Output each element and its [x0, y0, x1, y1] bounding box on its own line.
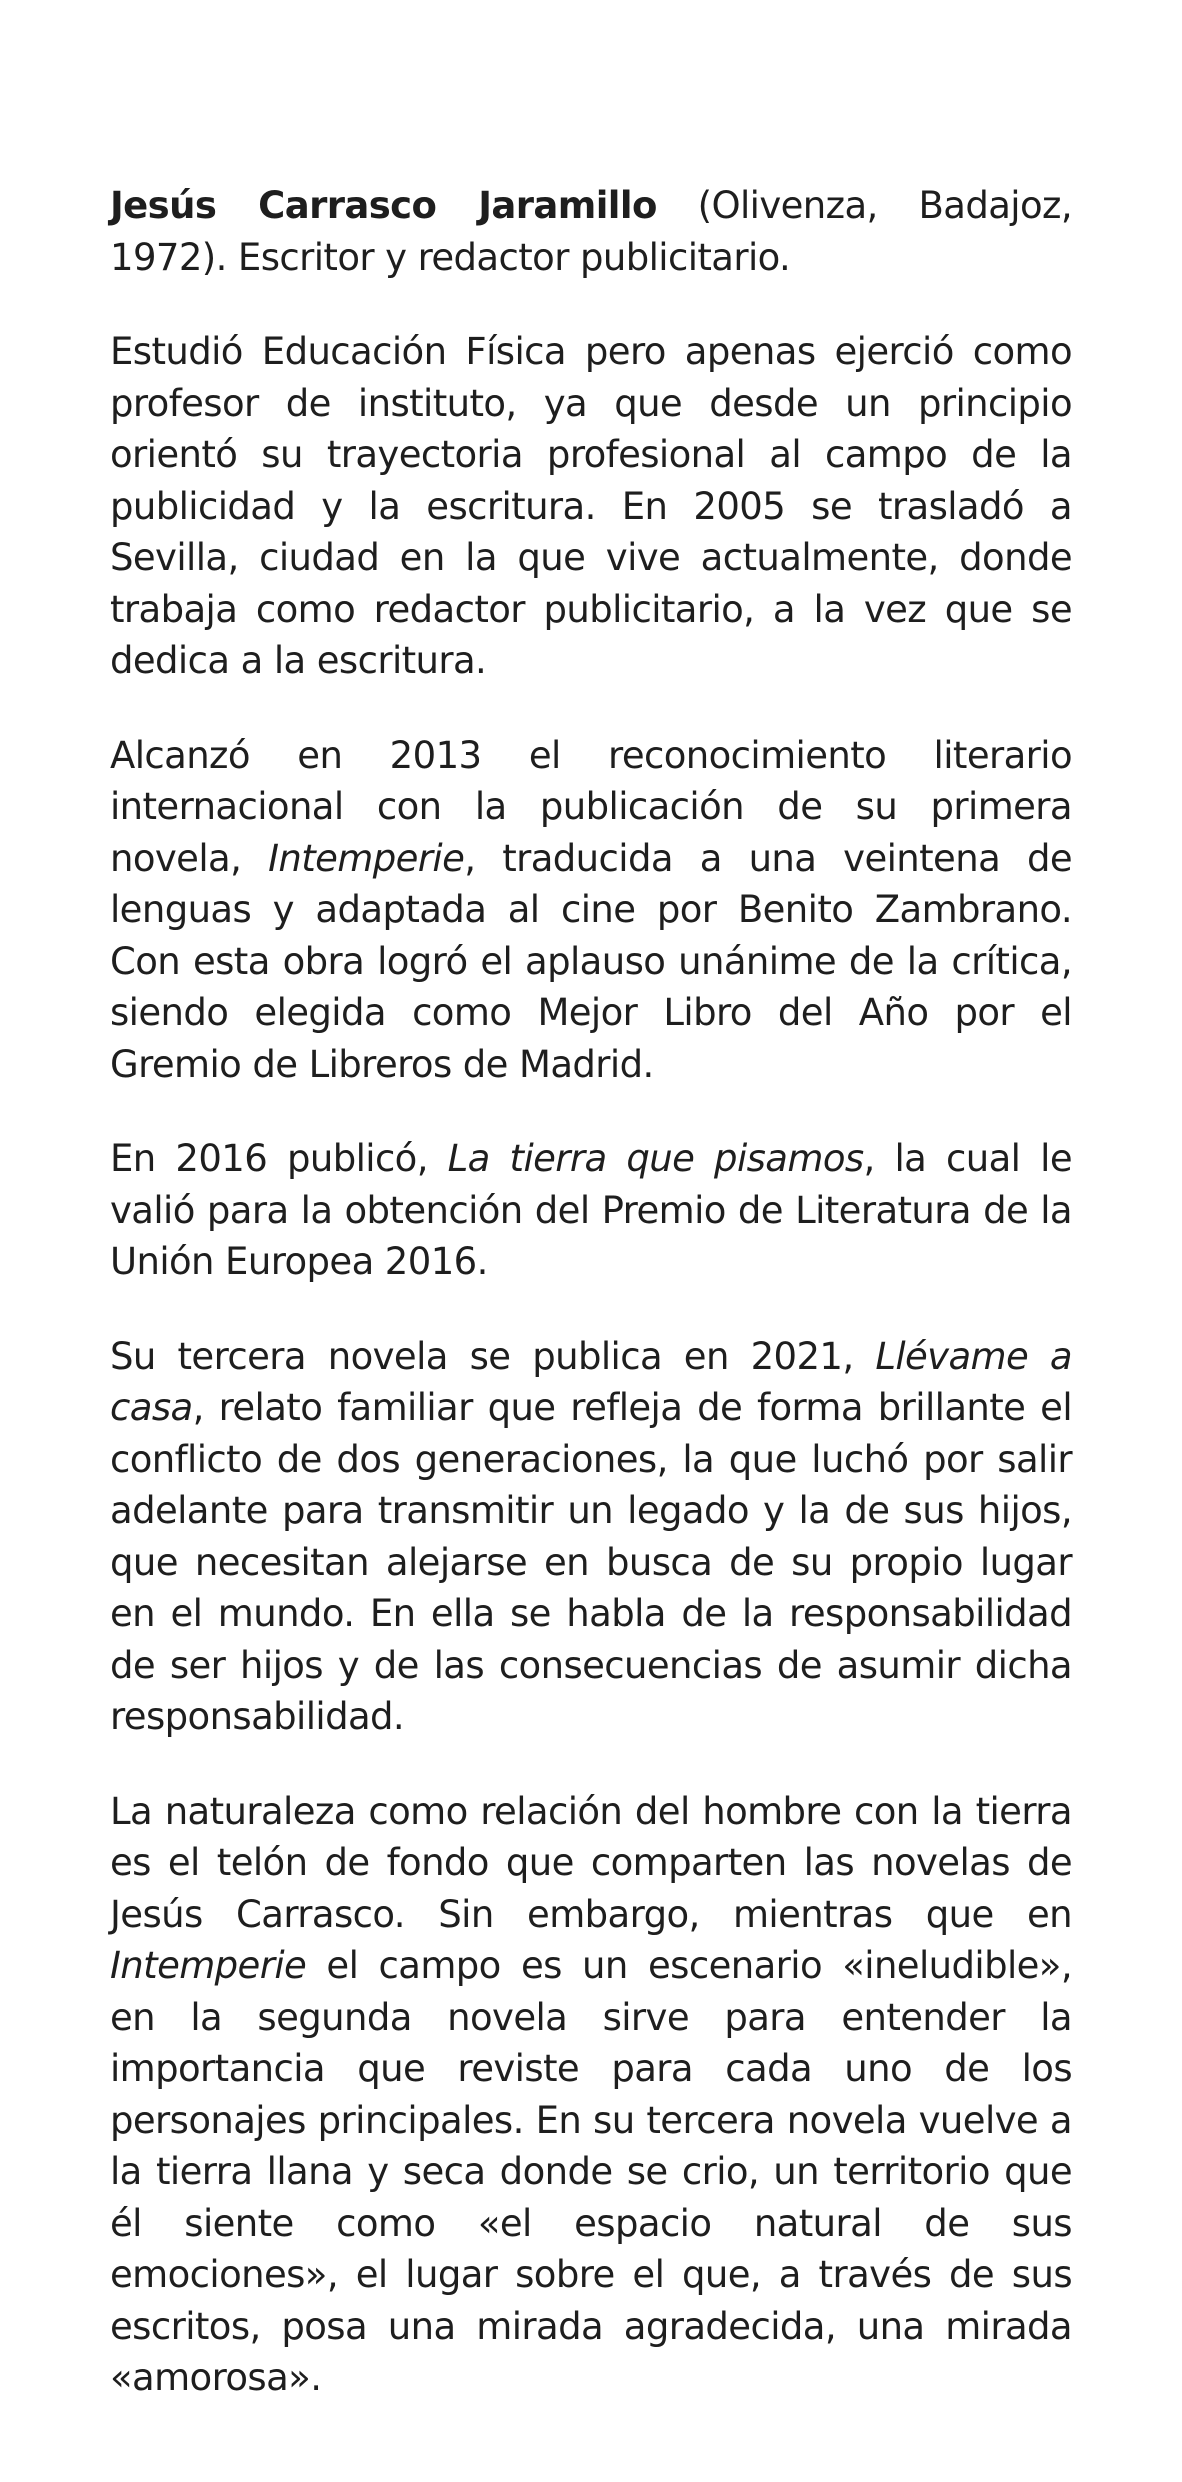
book-title: Intemperie: [268, 836, 465, 880]
bio-paragraph-3: [110, 730, 1072, 1091]
bio-text: Alcanzó en 2013 el reconocimiento literario internacional con la publicación de su primera novela,: [110, 733, 1072, 880]
bio-text: (Olivenza, Badajoz, 1972). Escritor y redactor publicitario.: [110, 184, 1072, 279]
bio-text: , la cual le valió para la obtención del Premio de Literatura de la Unión Europea 2016.: [110, 1137, 1072, 1283]
bio-paragraph-4: [110, 1133, 1072, 1288]
bio-text: el campo es un escenario «ineludible», en la segunda novela sirve para entender la importancia que reviste para cada uno de los personajes principales. En su tercera novela vuelve a la tierra llana y seca donde se crio, un territorio que él siente como «el espacio natural de sus emociones», el lugar sobre el que, a través de sus escritos, posa una mirada agradecida, una mirada «amorosa».: [110, 1944, 1072, 2399]
bio-text: , traducida a una veintena de lenguas y adaptada al cine por Benito Zambrano. Con esta obra logró el aplauso unánime de la crítica, siendo elegida como Mejor Libro del Año por el Gremio de Libreros de Madrid.: [110, 836, 1072, 1086]
author-biography: [110, 180, 1072, 2447]
bio-paragraph-6: [110, 1786, 1072, 2404]
book-title: Llévame a casa: [110, 1334, 1072, 1429]
bio-text: Estudió Educación Física pero apenas ejerció como profesor de instituto, ya que desde un principio orientó su trayectoria profesional al campo de la publicidad y la escritura. En 2005 se trasladó a Sevilla, ciudad en la que vive actualmente, donde trabaja como redactor publicitario, a la vez que se dedica a la escritura.: [110, 330, 1072, 682]
bio-paragraph-5: [110, 1331, 1072, 1743]
bio-paragraph-2: [110, 326, 1072, 687]
book-title: Intemperie: [110, 1944, 307, 1987]
book-title: La tierra que pisamos: [447, 1137, 864, 1180]
bio-text: Su tercera novela se publica en 2021,: [110, 1334, 876, 1378]
bio-text: En 2016 publicó,: [110, 1137, 448, 1180]
bio-text: , relato familiar que refleja de forma brillante el conflicto de dos generaciones, la que luchó por salir adelante para transmitir un legado y la de sus hijos, que necesitan alejarse en busca de su propio lugar en el mundo. En ella se habla de la responsabilidad de ser hijos y de las consecuencias de asumir dicha responsabilidad.: [110, 1386, 1072, 1738]
bio-paragraph-1: [110, 180, 1072, 283]
bio-text: La naturaleza como relación del hombre con la tierra es el telón de fondo que comparten las novelas de Jesús Carrasco. Sin embargo, mientras que en: [110, 1789, 1072, 1936]
author-name: Jesús Carrasco Jaramillo: [110, 184, 657, 227]
